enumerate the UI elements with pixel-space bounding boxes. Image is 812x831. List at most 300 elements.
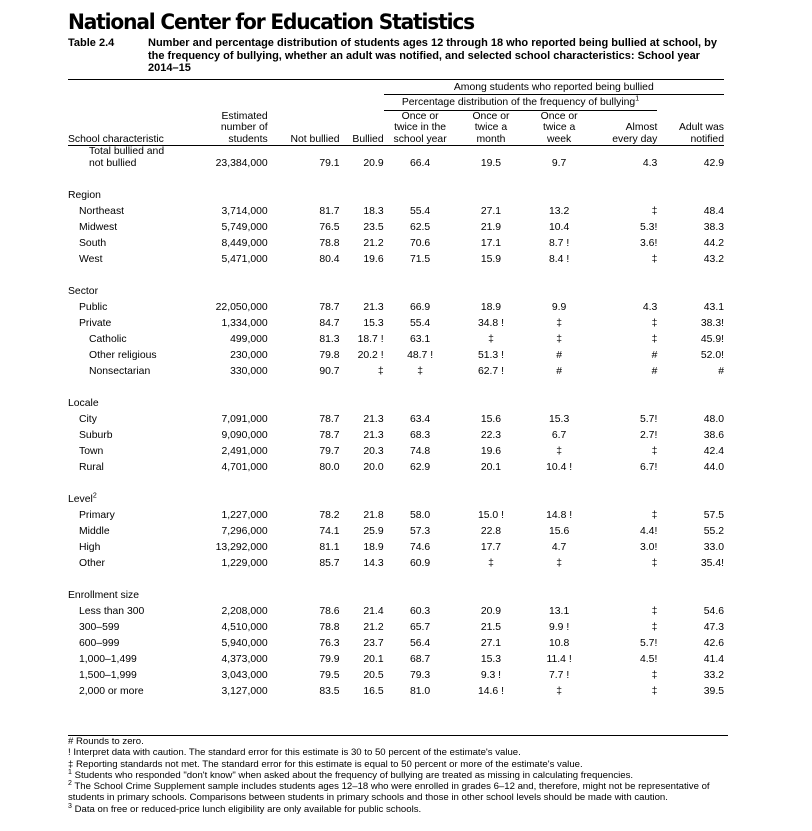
table-row: [68, 346, 724, 362]
table-cell: 58.0: [409, 510, 431, 521]
table-row: [68, 218, 724, 234]
total-row-label: [68, 146, 724, 159]
col-once-year-l1: Once or: [401, 110, 439, 122]
table-cell: 15.6: [480, 414, 502, 425]
table-cell: 90.7: [319, 366, 340, 377]
table-cell: 9.3 !: [480, 670, 502, 681]
table-cell: 81.0: [409, 686, 431, 697]
section-title-text: Sector: [68, 286, 99, 297]
footnote: [68, 770, 728, 781]
table-cell: 21.3: [363, 302, 384, 313]
table-cell: 20.1: [363, 654, 384, 665]
col-not-bullied: Not bullied: [268, 110, 340, 146]
spanner-top: Among students who reported being bullied: [384, 79, 724, 95]
table-cell: 42.4: [703, 446, 724, 457]
table-cell: ‡: [556, 686, 563, 697]
table-cell: 55.4: [409, 318, 431, 329]
table-cell: 14.3: [363, 558, 384, 569]
row-label: Suburb: [79, 430, 113, 441]
table-cell: 20.9: [480, 606, 502, 617]
footnote: [68, 736, 728, 747]
section-header: [68, 378, 724, 410]
table-cell: 1,229,000: [221, 558, 268, 569]
table-cell: 80.4: [319, 254, 340, 265]
table-row: [68, 314, 724, 330]
table-row: [68, 538, 724, 554]
row-label: Midwest: [79, 222, 118, 233]
footnote-mark: 3: [68, 802, 72, 810]
table-cell: 15.3: [480, 654, 502, 665]
table-cell: 6.7!: [640, 462, 658, 473]
table-cell: #: [556, 350, 563, 361]
row-label: Northeast: [79, 206, 125, 217]
table-row: [68, 458, 724, 474]
table-cell: 8,449,000: [221, 238, 268, 249]
row-label: 1,000–1,499: [79, 654, 137, 665]
table-cell: ‡: [651, 670, 658, 681]
row-label: 2,000 or more: [79, 686, 144, 697]
table-cell: ‡: [651, 318, 658, 329]
table-cell: 8.4 !: [549, 254, 570, 265]
table-cell: 2,491,000: [221, 446, 268, 457]
footnote-text: ‡ Reporting standards not met. The standard error for this estimate is equal to 50 percent or more of the estimate's value.: [68, 758, 583, 770]
footnote-mark: 1: [68, 768, 72, 776]
total-cell: 79.1: [319, 158, 340, 169]
table-cell: 52.0!: [700, 350, 724, 361]
table-cell: #: [651, 366, 658, 377]
table-cell: #: [718, 366, 724, 377]
table-cell: 39.5: [703, 686, 724, 697]
table-cell: 3.0!: [640, 542, 658, 553]
col-almost-l1: Almost: [625, 122, 658, 133]
table-cell: 78.2: [319, 510, 340, 521]
table-cell: ‡: [377, 366, 384, 377]
table-row: [68, 650, 724, 666]
table-row: [68, 234, 724, 250]
table-cell: 13,292,000: [215, 542, 268, 553]
table-cell: 5.7!: [640, 414, 658, 425]
table-cell: 6.7: [551, 430, 567, 441]
table-cell: 18.9: [363, 542, 384, 553]
table-cell: 5.7!: [640, 638, 658, 649]
table-cell: 70.6: [409, 238, 431, 249]
table-row: [68, 634, 724, 650]
table-cell: 230,000: [230, 350, 268, 361]
table-row: [68, 666, 724, 682]
table-cell: 18.9: [480, 302, 502, 313]
section-header: [68, 266, 724, 298]
col-once-week: [525, 110, 593, 146]
table-cell: 76.5: [319, 222, 340, 233]
table-cell: 74.1: [319, 526, 340, 537]
col-bullied: Bullied: [340, 110, 384, 146]
table-cell: 21.8: [363, 510, 384, 521]
table-cell: 55.4: [409, 206, 431, 217]
table-cell: 78.7: [319, 430, 340, 441]
section-title-text: Locale: [68, 398, 99, 409]
footnote: [68, 747, 728, 758]
table-cell: 38.3!: [700, 318, 724, 329]
table-row: [68, 618, 724, 634]
table-cell: 38.6: [703, 430, 724, 441]
header-row-subspanner: [68, 95, 724, 111]
table-cell: ‡: [651, 686, 658, 697]
total-cell: 66.4: [409, 158, 431, 169]
table-cell: 8.7 !: [549, 238, 570, 249]
table-cell: 3,714,000: [221, 206, 268, 217]
table-caption: [68, 37, 724, 75]
table-row: [68, 202, 724, 218]
table-cell: 23.5: [363, 222, 384, 233]
table-row: [68, 522, 724, 538]
row-label: South: [79, 238, 107, 249]
table-cell: 27.1: [480, 206, 502, 217]
table-cell: 60.3: [409, 606, 431, 617]
table-cell: ‡: [651, 446, 658, 457]
header-row-columns: [68, 110, 724, 146]
table-cell: 33.2: [703, 670, 724, 681]
agency-name: National Center for Education Statistics: [68, 10, 475, 34]
table-cell: 21.5: [480, 622, 502, 633]
table-cell: 21.2: [363, 238, 384, 249]
table-cell: 4.3: [642, 302, 658, 313]
table-cell: 79.5: [319, 670, 340, 681]
table-cell: 21.3: [363, 430, 384, 441]
table-cell: 19.6: [363, 254, 384, 265]
col-adult-l1: Adult was: [678, 122, 724, 133]
table-body: [68, 146, 724, 699]
section-title: [68, 474, 724, 506]
row-label: Less than 300: [79, 606, 145, 617]
table-cell: 44.2: [703, 238, 724, 249]
table-row: [68, 330, 724, 346]
col-school-characteristic: School characteristic: [68, 110, 195, 146]
table-cell: 18.3: [363, 206, 384, 217]
data-table: [68, 79, 724, 699]
table-cell: 11.4 !: [546, 654, 572, 665]
table-cell: 4,510,000: [221, 622, 268, 633]
table-cell: 3.6!: [640, 238, 658, 249]
table-cell: 4.4!: [640, 526, 658, 537]
table-cell: 20.1: [480, 462, 502, 473]
table-cell: 20.3: [363, 446, 384, 457]
table-cell: 56.4: [409, 638, 431, 649]
table-cell: 38.3: [703, 222, 724, 233]
table-cell: 2,208,000: [221, 606, 268, 617]
table-cell: 5,471,000: [221, 254, 268, 265]
table-cell: 33.0: [703, 542, 724, 553]
document-page: [68, 10, 724, 698]
footnote-text: # Rounds to zero.: [68, 736, 144, 747]
section-title-text: Region: [68, 190, 101, 201]
row-label: Nonsectarian: [89, 366, 151, 377]
table-cell: 48.4: [703, 206, 724, 217]
total-cell: 19.5: [480, 158, 502, 169]
table-cell: 2.7!: [640, 430, 658, 441]
row-label: 1,500–1,999: [79, 670, 137, 681]
spanner-sub-text: Percentage distribution of the frequency of bullying: [401, 97, 636, 108]
table-cell: 48.0: [703, 414, 724, 425]
table-row: [68, 410, 724, 426]
table-row: [68, 298, 724, 314]
table-cell: 74.6: [409, 542, 431, 553]
row-label: West: [79, 254, 103, 265]
row-label: Private: [79, 318, 112, 329]
table-cell: ‡: [417, 366, 423, 377]
table-cell: 9.9 !: [549, 622, 570, 633]
col-once-month-l2: twice a: [474, 122, 508, 133]
total-cell: 23,384,000: [215, 158, 268, 169]
table-cell: 7.7 !: [549, 670, 570, 681]
table-cell: 5.3!: [640, 222, 658, 233]
table-cell: 10.8: [549, 638, 570, 649]
table-cell: 18.7 !: [357, 334, 384, 345]
table-cell: 78.7: [319, 414, 340, 425]
table-cell: 5,940,000: [221, 638, 268, 649]
table-cell: 23.7: [363, 638, 384, 649]
table-cell: 44.0: [703, 462, 724, 473]
table-cell: 78.8: [319, 238, 340, 249]
table-row: [68, 362, 724, 378]
table-cell: 81.7: [319, 206, 340, 217]
footnote-mark: 2: [68, 780, 72, 787]
table-cell: 80.0: [319, 462, 340, 473]
table-cell: 85.7: [319, 558, 340, 569]
total-cell: 9.7: [551, 158, 567, 169]
table-cell: 9,090,000: [221, 430, 268, 441]
table-cell: 21.2: [363, 622, 384, 633]
section-title-text: Enrollment size: [68, 590, 140, 601]
col-once-year-l3: school year: [393, 133, 447, 145]
table-cell: 14.6 !: [477, 686, 504, 697]
total-row: [68, 158, 724, 170]
section-header: [68, 474, 724, 506]
footnotes: [68, 735, 728, 815]
col-once-month: [457, 110, 526, 146]
table-cell: 68.7: [409, 654, 431, 665]
col-once-week-l1: Once or: [540, 110, 578, 122]
col-once-week-l3: week: [546, 133, 572, 145]
col-adult-l2: notified: [690, 133, 724, 145]
row-label: Town: [79, 446, 104, 457]
col-once-year: [384, 110, 457, 146]
table-cell: 84.7: [319, 318, 340, 329]
table-cell: 4.5!: [640, 654, 658, 665]
col-once-year-l2: twice in the: [394, 122, 447, 133]
total-label-line1: Total bullied and: [89, 146, 165, 157]
table-cell: ‡: [651, 558, 658, 569]
table-cell: 1,334,000: [221, 318, 268, 329]
table-row: [68, 602, 724, 618]
table-cell: 47.3: [703, 622, 724, 633]
table-number: Table 2.4: [68, 37, 115, 49]
footnote: [68, 781, 728, 804]
section-title-text: Level: [68, 494, 93, 505]
table-cell: 81.1: [319, 542, 340, 553]
table-cell: 76.3: [319, 638, 340, 649]
table-row: [68, 250, 724, 266]
table-cell: 15.9: [480, 254, 502, 265]
table-cell: 1,227,000: [221, 510, 268, 521]
row-label: Public: [79, 302, 108, 313]
table-cell: #: [556, 366, 563, 377]
footnote-text: The School Crime Supplement sample includes students ages 12–18 who were enrolled in grades 6–12 and, therefore, might not be representative of students in primary schools. Comparisons between students in primary schools and those in other school levels should be made with caution.: [68, 781, 710, 804]
table-cell: 79.9: [319, 654, 340, 665]
table-cell: 13.1: [549, 606, 570, 617]
table-cell: 16.5: [363, 686, 384, 697]
header-row-spanner: [68, 79, 724, 95]
table-row: [68, 506, 724, 522]
row-label: City: [79, 414, 97, 425]
table-cell: 79.3: [409, 670, 431, 681]
table-cell: 57.3: [409, 526, 431, 537]
table-cell: 68.3: [409, 430, 431, 441]
section-title: [68, 266, 724, 298]
table-cell: ‡: [651, 334, 658, 345]
table-cell: 10.4 !: [546, 462, 573, 473]
table-cell: 21.9: [480, 222, 502, 233]
table-cell: 13.2: [549, 206, 570, 217]
table-cell: ‡: [488, 558, 494, 569]
section-title-note: 2: [92, 492, 97, 500]
table-cell: 19.6: [480, 446, 502, 457]
total-cell: 20.9: [363, 158, 384, 169]
footnote: [68, 759, 728, 770]
table-cell: 25.9: [363, 526, 384, 537]
table-cell: ‡: [556, 446, 563, 457]
table-cell: #: [651, 350, 658, 361]
table-cell: 4,373,000: [221, 654, 268, 665]
table-cell: 22.8: [480, 526, 502, 537]
col-almost-l2: every day: [612, 133, 658, 145]
footnote-text: Students who responded "don't know" when asked about the frequency of bullying are treated as missing in calculating frequencies.: [71, 769, 634, 781]
row-label: Other: [79, 558, 105, 569]
table-cell: 17.7: [480, 542, 502, 553]
table-cell: 81.3: [319, 334, 340, 345]
section-title: [68, 170, 724, 202]
table-cell: 63.1: [409, 334, 431, 345]
table-cell: 42.6: [703, 638, 724, 649]
table-cell: 60.9: [409, 558, 431, 569]
table-cell: ‡: [556, 334, 563, 345]
table-row: [68, 426, 724, 442]
table-cell: 27.1: [480, 638, 502, 649]
table-cell: 45.9!: [700, 334, 724, 345]
table-cell: 63.4: [409, 414, 431, 425]
table-cell: 41.4: [703, 654, 724, 665]
table-cell: 9.9: [551, 302, 567, 313]
table-cell: ‡: [651, 206, 658, 217]
table-row: [68, 682, 724, 698]
total-label-line2: not bullied: [89, 158, 137, 169]
section-header: [68, 170, 724, 202]
table-cell: 15.3: [363, 318, 384, 329]
col-estimated-l2: number of: [220, 122, 268, 133]
table-cell: ‡: [651, 622, 658, 633]
footnote: [68, 804, 728, 815]
table-cell: 43.2: [703, 254, 724, 265]
section-title: [68, 378, 724, 410]
footnote-text: Data on free or reduced-price lunch eligibility are only available for public schools.: [71, 803, 422, 815]
table-cell: 62.9: [409, 462, 431, 473]
table-cell: 21.3: [363, 414, 384, 425]
table-cell: ‡: [556, 318, 563, 329]
table-cell: 499,000: [230, 334, 268, 345]
col-adult-notified: [657, 110, 724, 146]
col-once-month-l3: month: [476, 133, 506, 145]
col-estimated-l1: Estimated: [221, 110, 268, 122]
table-cell: ‡: [651, 606, 658, 617]
table-row: [68, 554, 724, 570]
table-cell: 15.3: [549, 414, 570, 425]
table-cell: ‡: [651, 254, 658, 265]
col-estimated-l3: students: [228, 133, 268, 145]
table-cell: 79.7: [319, 446, 340, 457]
spanner-sub: [384, 95, 658, 111]
table-cell: 83.5: [319, 686, 340, 697]
table-cell: 21.4: [363, 606, 384, 617]
table-cell: 54.6: [703, 606, 724, 617]
col-once-week-l2: twice a: [542, 122, 576, 133]
table-cell: 79.8: [319, 350, 340, 361]
table-cell: 20.2 !: [357, 350, 384, 361]
row-label: 600–999: [79, 638, 120, 649]
table-cell: 3,127,000: [221, 686, 268, 697]
table-cell: 10.4: [549, 222, 570, 233]
total-cell: 4.3: [642, 158, 658, 169]
table-cell: 55.2: [703, 526, 724, 537]
footnote-text: ! Interpret data with caution. The standard error for this estimate is 30 to 50 percent of the estimate's value.: [68, 747, 521, 759]
table-cell: 74.8: [409, 446, 431, 457]
table-cell: 35.4!: [700, 558, 724, 569]
table-cell: 4,701,000: [221, 462, 268, 473]
table-cell: 51.3 !: [477, 350, 504, 361]
table-cell: 20.0: [363, 462, 384, 473]
table-cell: 5,749,000: [221, 222, 268, 233]
table-cell: 15.6: [549, 526, 570, 537]
table-cell: 57.5: [703, 510, 724, 521]
col-almost-every-day: [593, 110, 657, 146]
table-title: Number and percentage distribution of students ages 12 through 18 who reported being bullied at school, by the frequency of bullying, whether an adult was notified, and selected school characteristics: School year 2014–15: [148, 37, 718, 74]
table-cell: ‡: [488, 334, 494, 345]
row-label: 300–599: [79, 622, 120, 633]
row-label: High: [79, 542, 101, 553]
table-cell: 65.7: [409, 622, 431, 633]
table-cell: 20.5: [363, 670, 384, 681]
table-row: [68, 442, 724, 458]
table-cell: 48.7 !: [407, 350, 434, 361]
table-cell: 43.1: [703, 302, 724, 313]
table-cell: 4.7: [551, 542, 567, 553]
table-cell: 3,043,000: [221, 670, 268, 681]
table-cell: 78.7: [319, 302, 340, 313]
table-cell: 22,050,000: [215, 302, 268, 313]
table-cell: ‡: [556, 558, 563, 569]
section-header: [68, 570, 724, 602]
table-cell: 62.7 !: [477, 366, 504, 377]
row-label: Rural: [79, 462, 104, 473]
table-cell: 330,000: [230, 366, 268, 377]
table-cell: 66.9: [409, 302, 431, 313]
table-cell: 78.6: [319, 606, 340, 617]
table-cell: 7,296,000: [221, 526, 268, 537]
table-cell: ‡: [651, 510, 658, 521]
table-cell: 78.8: [319, 622, 340, 633]
table-cell: 71.5: [409, 254, 431, 265]
table-cell: 7,091,000: [221, 414, 268, 425]
row-label: Primary: [79, 510, 115, 521]
table-cell: 62.5: [409, 222, 431, 233]
